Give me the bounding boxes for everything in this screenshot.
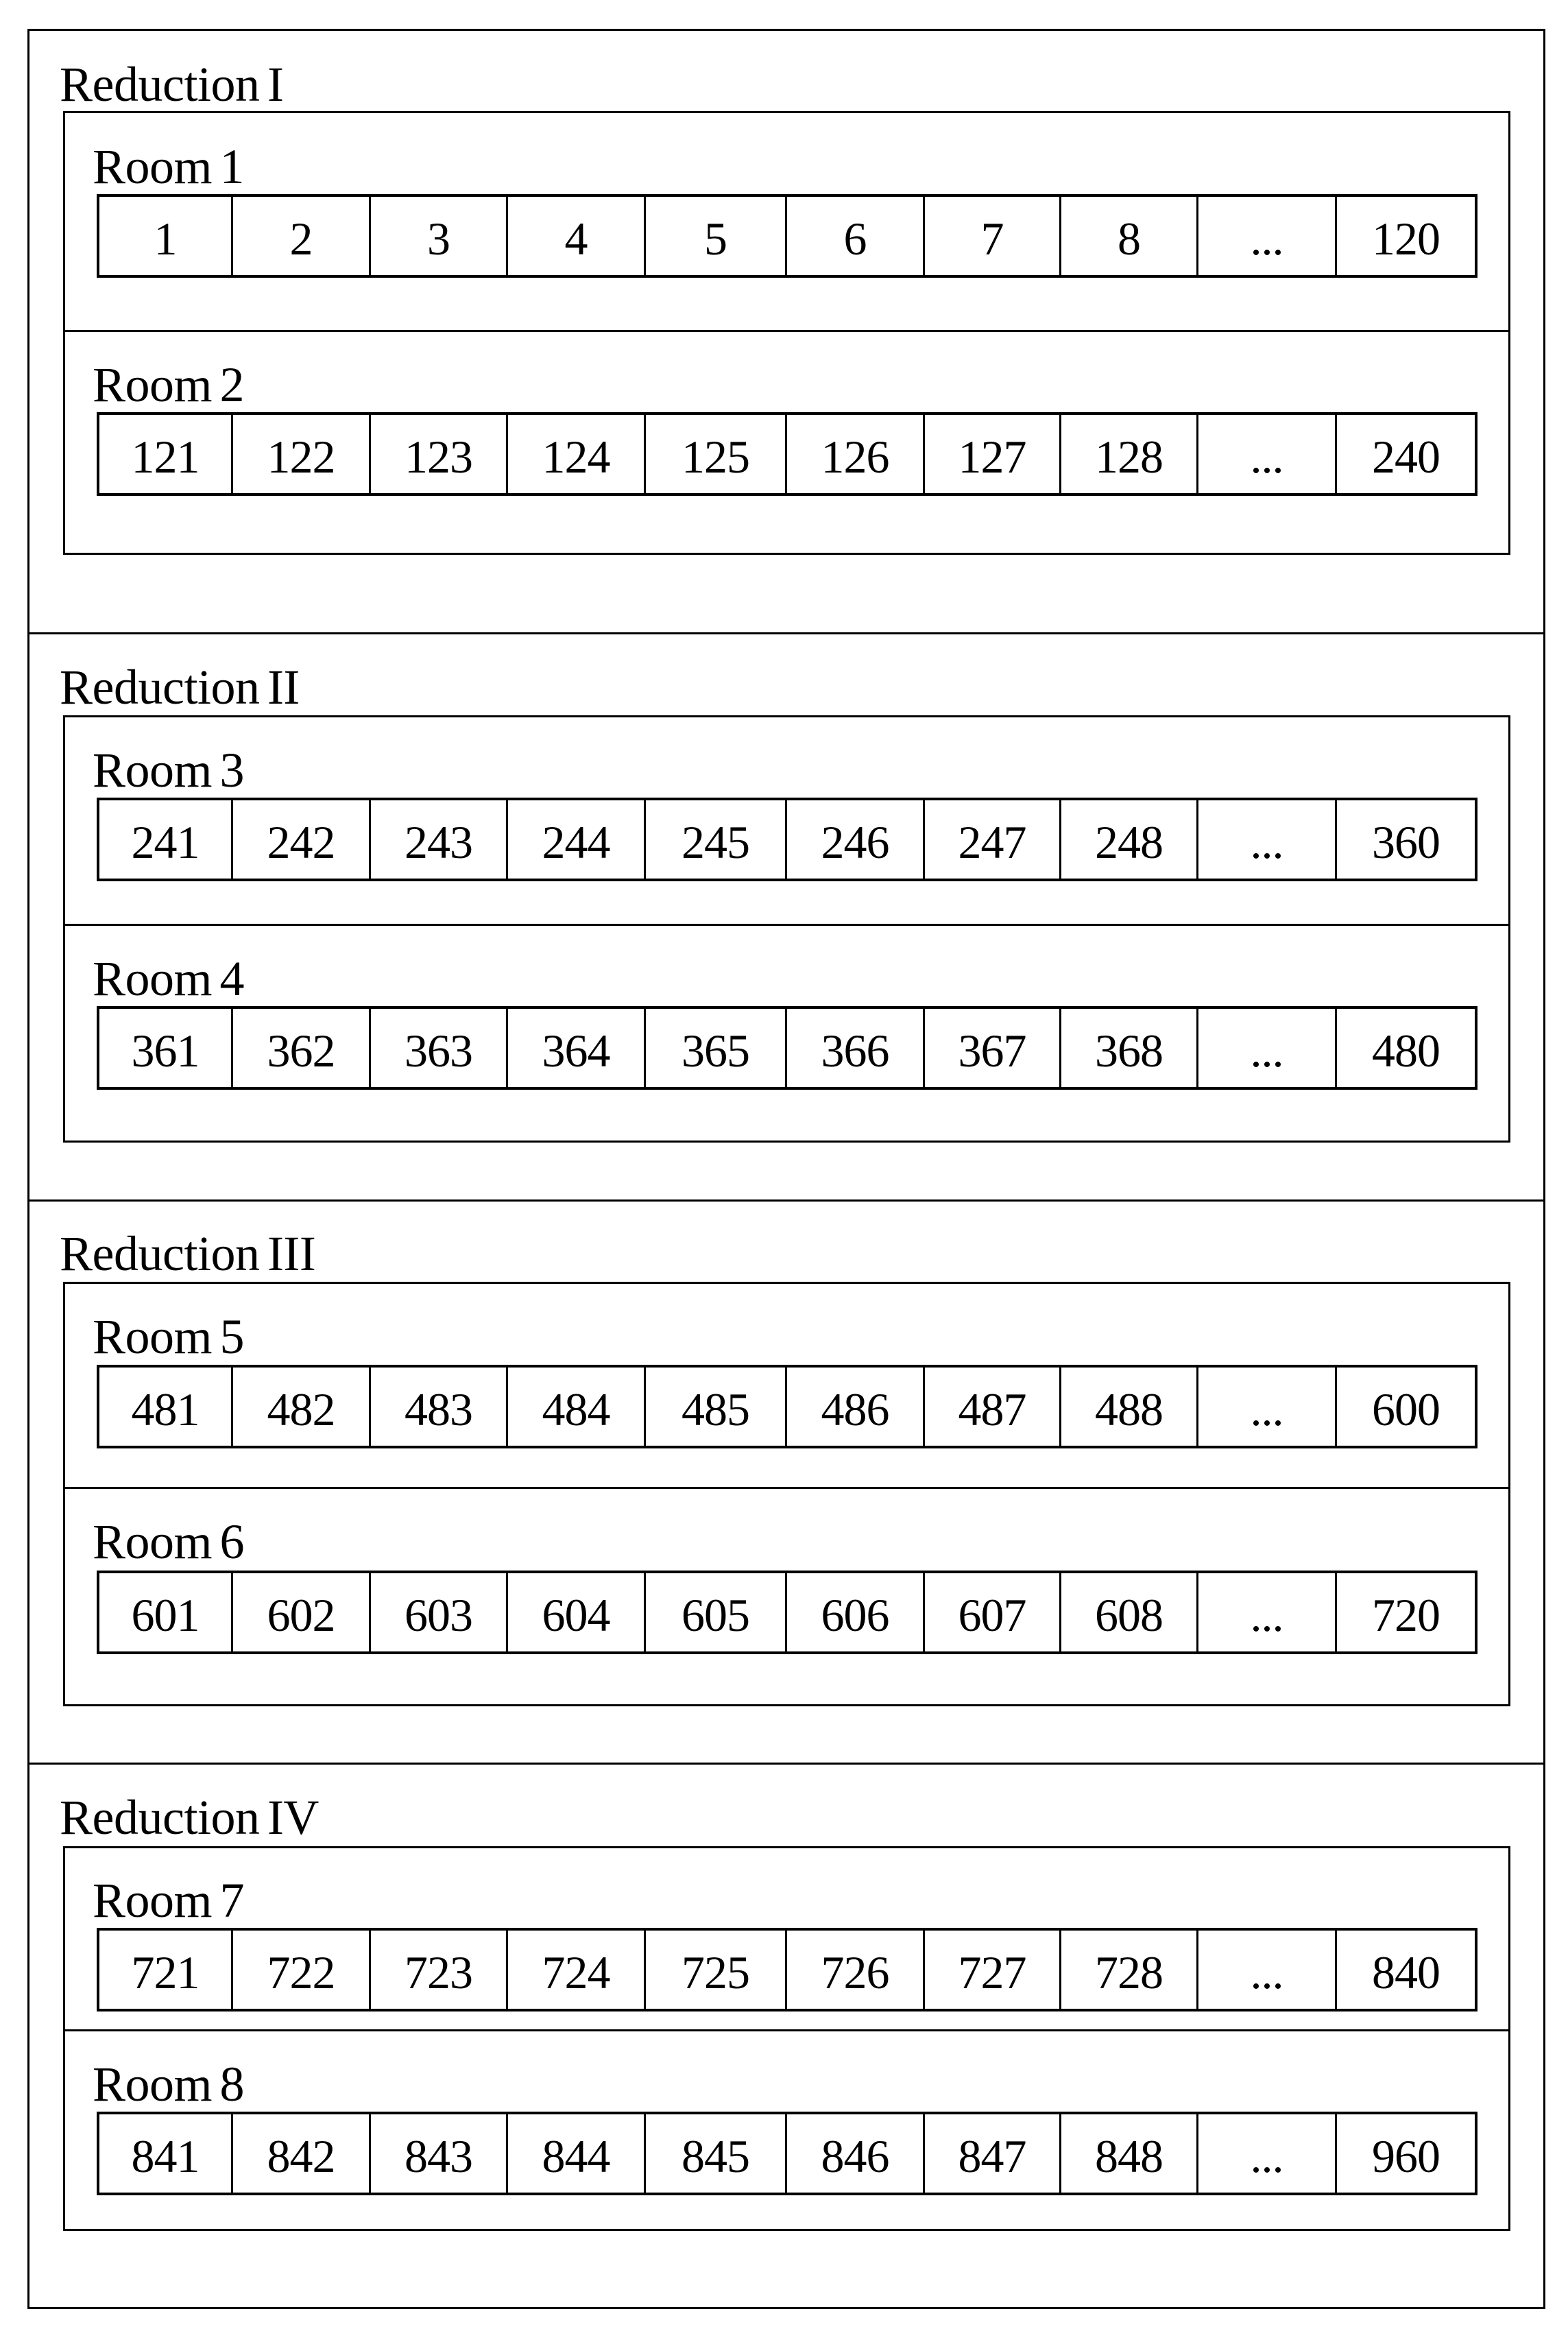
seat-cell: ... [1196,1928,1335,2011]
seat-cell: 848 [1059,2112,1196,2195]
seat-cell: 365 [644,1006,785,1090]
seat-cell: 363 [369,1006,506,1090]
seat-cell: 5 [644,194,785,278]
seat-cell: 722 [231,1928,369,2011]
seat-cell: 366 [785,1006,923,1090]
seat-cell: 488 [1059,1365,1196,1448]
reduction-title: Reduction III [60,1226,316,1281]
room-divider [63,2029,1510,2031]
seat-cell: 607 [923,1571,1059,1654]
seat-cell: 128 [1059,412,1196,496]
seat-cell: 361 [97,1006,231,1090]
seat-cell: 601 [97,1571,231,1654]
seat-cell: 721 [97,1928,231,2011]
seat-cell: 484 [506,1365,644,1448]
seat-cell: 482 [231,1365,369,1448]
seat-cell: 240 [1335,412,1477,496]
seat-cell: 720 [1335,1571,1477,1654]
seat-cell: 487 [923,1365,1059,1448]
seat-cell: 841 [97,2112,231,2195]
seat-cell: 242 [231,798,369,881]
seat-cell: ... [1196,194,1335,278]
room-label: Room 2 [93,357,245,412]
seat-cell: 600 [1335,1365,1477,1448]
seat-cell: 244 [506,798,644,881]
seat-cell: ... [1196,798,1335,881]
seat-cell: 121 [97,412,231,496]
room-label: Room 3 [93,743,245,798]
seat-cell: 842 [231,2112,369,2195]
seat-cell: 364 [506,1006,644,1090]
reduction-divider [27,632,1545,634]
seat-row [97,194,1477,278]
seat-cell: 120 [1335,194,1477,278]
seat-cell: 247 [923,798,1059,881]
seat-cell: ... [1196,412,1335,496]
seat-cell: 840 [1335,1928,1477,2011]
seat-cell: 606 [785,1571,923,1654]
seat-cell: 7 [923,194,1059,278]
reduction-divider [27,1199,1545,1202]
seat-cell: 368 [1059,1006,1196,1090]
seat-cell: 367 [923,1006,1059,1090]
seat-cell: 360 [1335,798,1477,881]
reduction-title: Reduction IV [60,1790,319,1845]
seat-cell: 960 [1335,2112,1477,2195]
room-label: Room 7 [93,1873,245,1928]
seat-cell: 1 [97,194,231,278]
seat-cell: 480 [1335,1006,1477,1090]
seat-cell: 723 [369,1928,506,2011]
seat-cell: 246 [785,798,923,881]
seat-row [97,1365,1477,1448]
room-label: Room 6 [93,1514,245,1569]
seat-cell: 846 [785,2112,923,2195]
seat-cell: 8 [1059,194,1196,278]
seat-cell: 124 [506,412,644,496]
seat-cell: 726 [785,1928,923,2011]
seat-cell: 608 [1059,1571,1196,1654]
seat-cell: 605 [644,1571,785,1654]
room-divider [63,330,1510,332]
seat-cell: 845 [644,2112,785,2195]
seat-cell: 245 [644,798,785,881]
reduction-title: Reduction II [60,660,300,715]
seat-cell: ... [1196,1571,1335,1654]
seat-cell: 123 [369,412,506,496]
seat-row [97,2112,1477,2195]
seat-cell: 122 [231,412,369,496]
seat-cell: 728 [1059,1928,1196,2011]
seat-cell: 847 [923,2112,1059,2195]
seat-cell: ... [1196,1365,1335,1448]
seat-cell: 243 [369,798,506,881]
seat-cell: 602 [231,1571,369,1654]
seat-cell: 486 [785,1365,923,1448]
room-divider [63,924,1510,926]
seat-cell: 485 [644,1365,785,1448]
seat-cell: 362 [231,1006,369,1090]
seat-cell: 2 [231,194,369,278]
seat-cell: ... [1196,2112,1335,2195]
seat-cell: 6 [785,194,923,278]
seat-cell: 126 [785,412,923,496]
seat-cell: 844 [506,2112,644,2195]
room-label: Room 8 [93,2057,245,2112]
seat-cell: 127 [923,412,1059,496]
seat-cell: 843 [369,2112,506,2195]
seat-row [97,1571,1477,1654]
seat-cell: 3 [369,194,506,278]
reduction-divider [27,1763,1545,1765]
seat-cell: 481 [97,1365,231,1448]
seat-cell: 725 [644,1928,785,2011]
room-label: Room 5 [93,1309,245,1364]
seat-cell: 603 [369,1571,506,1654]
seat-cell: 727 [923,1928,1059,2011]
seat-cell: 4 [506,194,644,278]
room-divider [63,1487,1510,1489]
seat-row [97,1928,1477,2011]
seat-cell: 125 [644,412,785,496]
seat-row [97,1006,1477,1090]
room-label: Room 4 [93,951,245,1006]
seat-cell: 248 [1059,798,1196,881]
seat-row [97,412,1477,496]
seat-cell: 724 [506,1928,644,2011]
seat-cell: ... [1196,1006,1335,1090]
room-label: Room 1 [93,139,245,194]
seat-row [97,798,1477,881]
seat-cell: 241 [97,798,231,881]
seat-cell: 483 [369,1365,506,1448]
reduction-title: Reduction I [60,57,284,112]
seat-cell: 604 [506,1571,644,1654]
